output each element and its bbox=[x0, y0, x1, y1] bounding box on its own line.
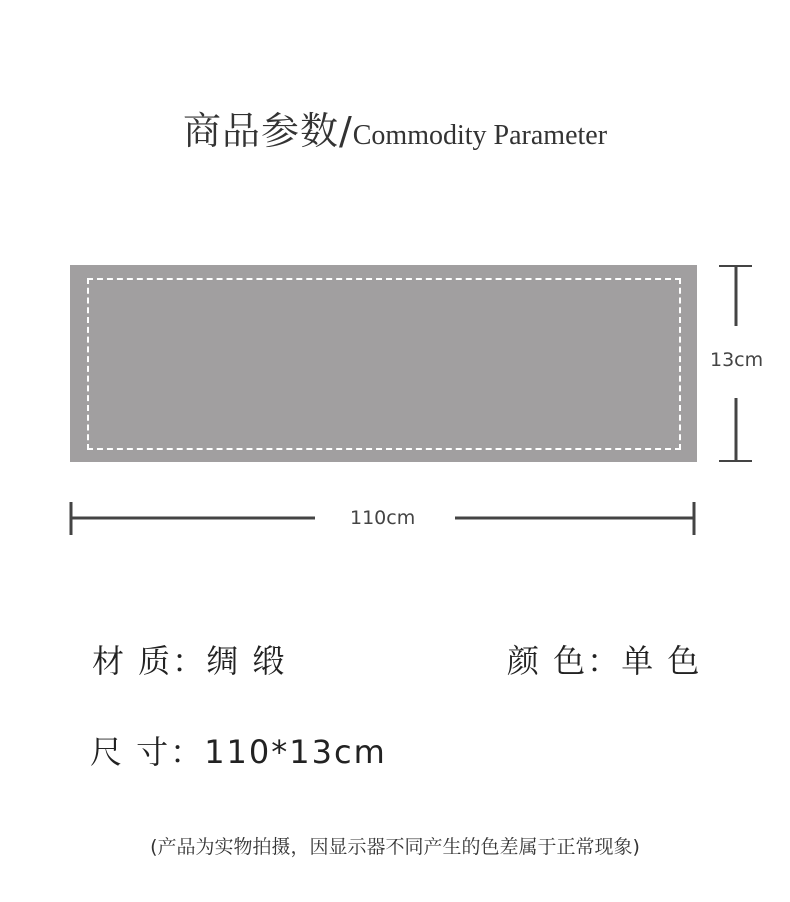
material-label: 材 质： bbox=[92, 642, 207, 680]
height-label: 13cm bbox=[710, 349, 764, 371]
page-title-en: Commodity Parameter bbox=[352, 120, 608, 151]
disclaimer-note: (产品为实物拍摄，因显示器不同产生的色差属于正常现象) bbox=[150, 836, 640, 858]
material-value: 绸 缎 bbox=[206, 642, 287, 680]
color-value: 单 色 bbox=[621, 642, 702, 680]
page-title-cn: 商品参数/ bbox=[182, 109, 353, 153]
size-label: 尺 寸： bbox=[90, 733, 205, 771]
width-label: 110cm bbox=[350, 507, 416, 529]
color-param bbox=[507, 636, 701, 682]
size-value: 110*13cm bbox=[204, 733, 387, 771]
size-param bbox=[90, 727, 387, 773]
material-param bbox=[92, 636, 286, 682]
color-label: 颜 色： bbox=[507, 642, 622, 680]
